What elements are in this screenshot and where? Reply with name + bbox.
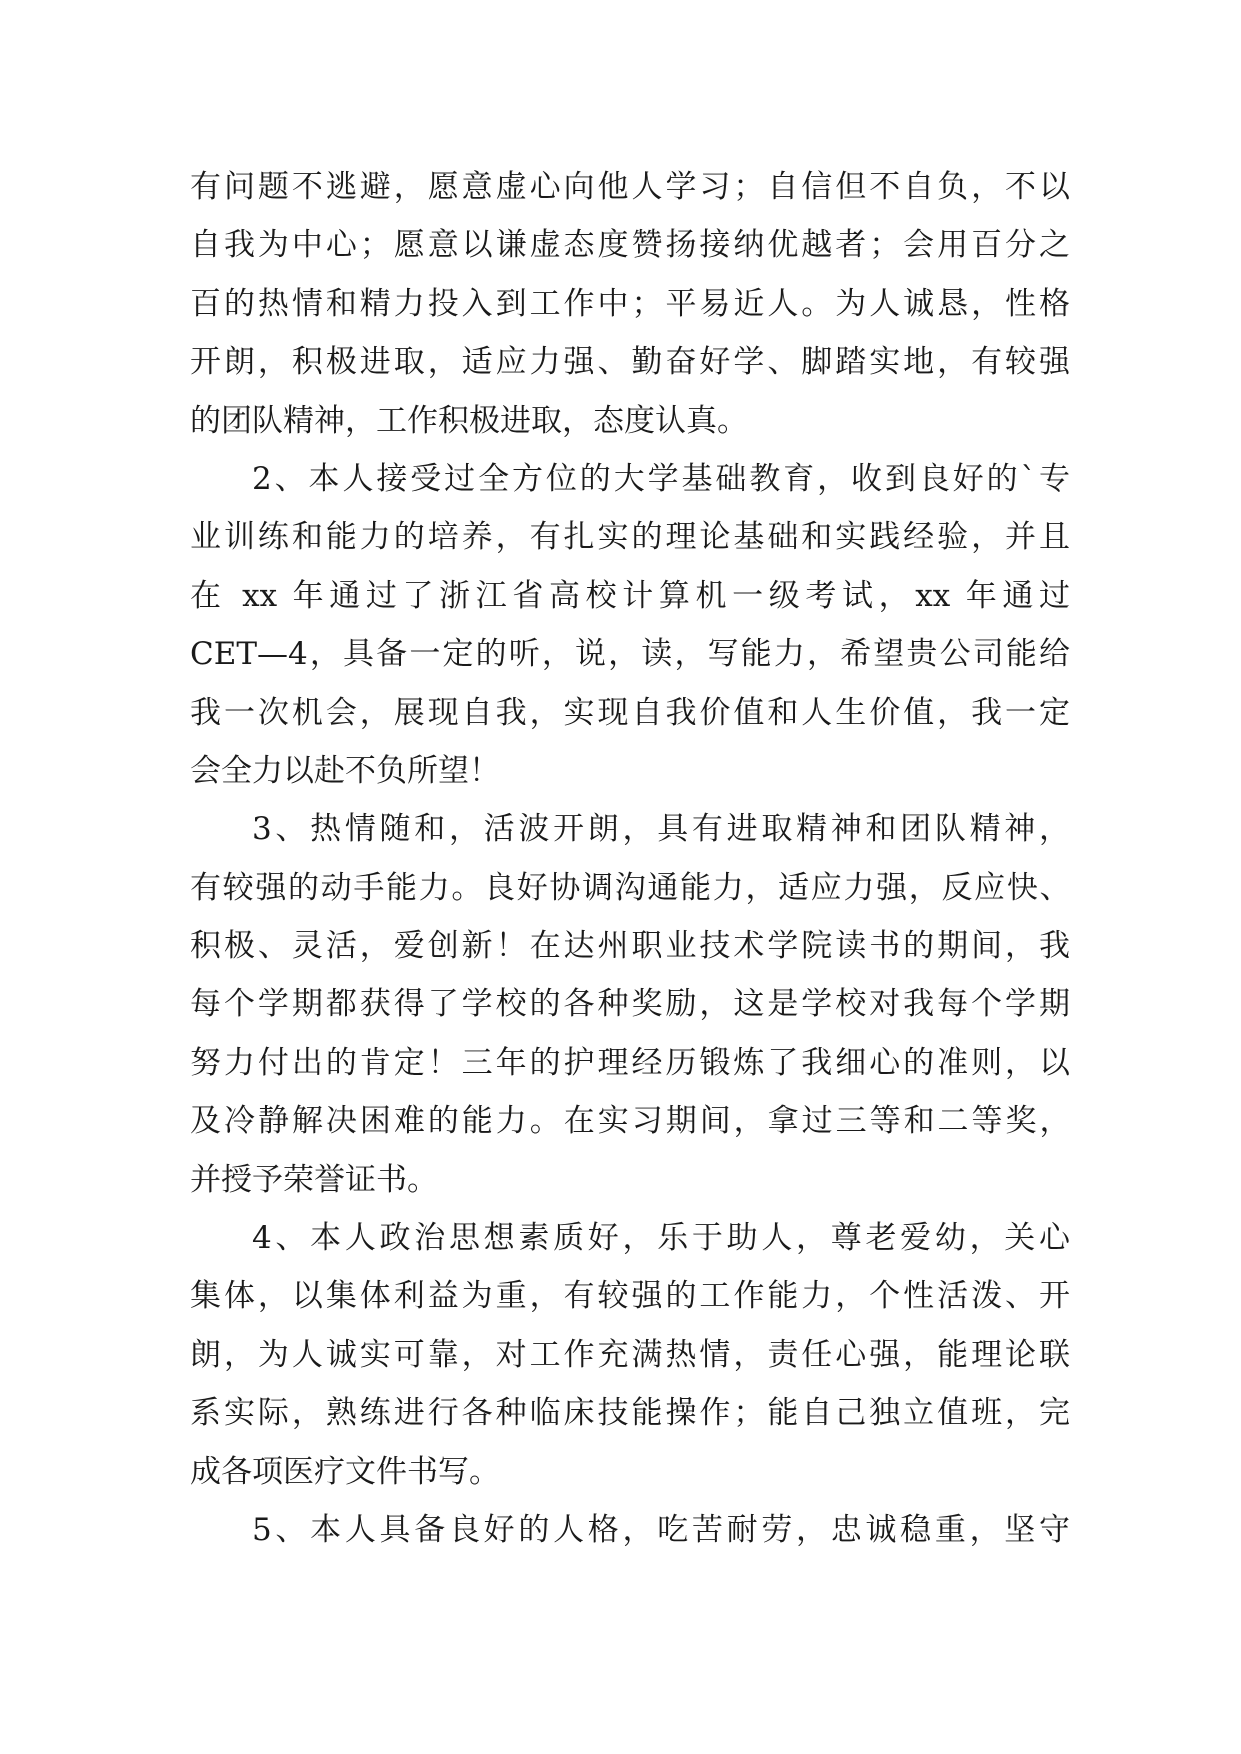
text-line: 系实际，熟练进行各种临床技能操作；能自己独立值班，完 <box>190 1395 1070 1432</box>
paragraph-4-start: 4、本人政治思想素质好，乐于助人，尊老爱幼，关心 <box>252 1220 1070 1257</box>
text-line: 积极、灵活，爱创新！在达州职业技术学院读书的期间，我 <box>190 928 1070 965</box>
text-line: 开朗，积极进取，适应力强、勤奋好学、脚踏实地，有较强 <box>190 344 1070 381</box>
text-line: 自我为中心；愿意以谦虚态度赞扬接纳优越者；会用百分之 <box>190 227 1070 264</box>
text-line: CET—4，具备一定的听，说，读，写能力，希望贵公司能给 <box>190 636 1070 673</box>
paragraph-5-start: 5、本人具备良好的人格，吃苦耐劳，忠诚稳重，坚守 <box>252 1511 1070 1548</box>
text-line: 在 xx 年通过了浙江省高校计算机一级考试，xx 年通过 <box>190 577 1070 614</box>
text-line: 我一次机会，展现自我，实现自我价值和人生价值，我一定 <box>190 694 1070 731</box>
text-line: 有问题不逃避，愿意虚心向他人学习；自信但不自负，不以 <box>190 169 1070 205</box>
text-line: 有较强的动手能力。良好协调沟通能力，适应力强，反应快、 <box>190 869 1070 906</box>
text-line: 并授予荣誉证书。 <box>190 1161 438 1198</box>
text-line: 百的热情和精力投入到工作中；平易近人。为人诚恳，性格 <box>190 285 1070 322</box>
text-line: 成各项医疗文件书写。 <box>190 1453 500 1490</box>
paragraph-2-start: 2、本人接受过全方位的大学基础教育，收到良好的`专 <box>252 460 1070 497</box>
text-line: 集体，以集体利益为重，有较强的工作能力，个性活泼、开 <box>190 1278 1070 1315</box>
text-line: 朗，为人诚实可靠，对工作充满热情，责任心强，能理论联 <box>190 1336 1070 1373</box>
text-line: 的团队精神，工作积极进取，态度认真。 <box>190 402 748 439</box>
body-text <box>190 158 1070 1559</box>
text-line: 每个学期都获得了学校的各种奖励，这是学校对我每个学期 <box>190 986 1070 1023</box>
text-line: 及冷静解决困难的能力。在实习期间，拿过三等和二等奖， <box>190 1103 1070 1140</box>
text-line: 业训练和能力的培养，有扎实的理论基础和实践经验，并且 <box>190 519 1070 556</box>
paragraph-3-start: 3、热情随和，活波开朗，具有进取精神和团队精神， <box>252 811 1070 848</box>
text-line: 会全力以赴不负所望！ <box>190 752 500 789</box>
text-line: 努力付出的肯定！三年的护理经历锻炼了我细心的准则，以 <box>190 1044 1070 1081</box>
